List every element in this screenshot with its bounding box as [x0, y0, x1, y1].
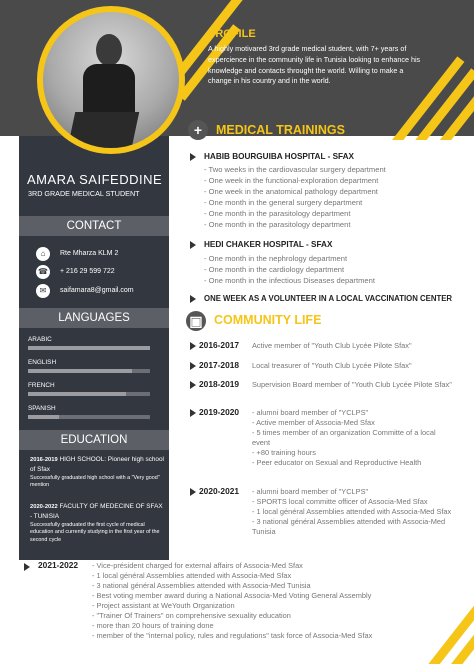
community-description: - alumni board member of "YCLPS" - Active member of Associa-Med Sfax - 5 times member of an organization Committe of a local event - +80 training hours - Peer educator on Sexual and Reproductive Health — [252, 408, 436, 467]
language-level-bar — [28, 369, 150, 373]
language-label: ENGLISH — [28, 359, 57, 366]
language-label: FRENCH — [28, 382, 55, 389]
edu-years: 2016-2019 — [30, 457, 58, 463]
training-item: - One month in the cardiology department — [204, 265, 345, 274]
community-description: - alumni board member of "YCLPS" - SPORTS local committe officer of Associa-Med Sfax - 1 local général Assemblies attended with Associa-Med Sfax - 3 national général Assemblies attended with Associa-Med Tunisia — [252, 487, 452, 536]
hospital-2-list — [204, 253, 375, 286]
volunteer-line: ONE WEEK AS A VOLUNTEER IN A LOCAL VACCINATION CENTER — [204, 294, 453, 303]
edu-detail: Successfully graduated the first cycle of medical education and currently studying in the first year of the second cycle — [30, 521, 160, 544]
phone-icon: ☎ — [36, 265, 50, 279]
contact-phone[interactable]: + 216 29 599 722 — [60, 268, 115, 275]
edu-heading: HIGH SCHOOL: Pioneer high school of Sfax — [30, 456, 164, 473]
edu-heading: FACULTY OF MEDECINE OF SFAX - TUNISIA — [30, 503, 163, 520]
education-heading: EDUCATION — [19, 430, 169, 450]
language-level-bar — [28, 392, 150, 396]
community-description: Active member of "Youth Club Lycée Pilote Sfax" — [252, 341, 412, 350]
arrow-icon — [190, 409, 196, 417]
hospital-1-name: HABIB BOURGUIBA HOSPITAL - SFAX — [204, 152, 354, 161]
community-year: 2019-2020 — [199, 407, 240, 417]
home-icon: ⌂ — [36, 247, 50, 261]
profile-photo — [43, 12, 179, 148]
community-year: 2020-2021 — [199, 486, 240, 496]
community-year: 2016-2017 — [199, 340, 240, 350]
edu-years: 2020-2022 — [30, 504, 58, 510]
arrow-icon — [190, 153, 196, 161]
training-item: - One month in the nephrology department — [204, 254, 348, 263]
arrow-icon — [190, 342, 196, 350]
education-item — [30, 502, 166, 545]
footer-stripes — [394, 604, 474, 664]
language-level-bar — [28, 346, 150, 350]
languages-heading: LANGUAGES — [19, 308, 169, 328]
arrow-icon — [190, 381, 196, 389]
community-description: - Vice-président charged for external affairs of Associa-Med Sfax - 1 local général Assemblies attended with Associa-Med Sfax - 3 national général Assemblies attended with Associa-Med Tunisia - Best voting member award during a National Associa-Med Voting General Assembly - Project assistant at WeYouth Organization - "Trainer Of Trainers" on comprehensive sexuality education - more than 20 hours of training done - member of the "internal policy, rules and regulations" task force of Associa-Med Sfax — [92, 561, 373, 640]
training-item: - One week in the functional-exploration department — [204, 176, 379, 185]
edu-detail: Successfully graduated high school with a "Very good" mention — [30, 474, 160, 489]
contact-heading: CONTACT — [19, 216, 169, 236]
arrow-icon — [24, 563, 30, 571]
hospital-1-list — [204, 164, 386, 230]
contact-address: Rte Mharza KLM 2 — [60, 250, 119, 257]
person-subtitle: 3RD GRADE MEDICAL STUDENT — [28, 189, 140, 198]
arrow-icon — [190, 295, 196, 303]
arrow-icon — [190, 362, 196, 370]
profile-title: PROFILE — [208, 28, 256, 40]
community-year: 2018-2019 — [199, 379, 240, 389]
community-title: COMMUNITY LIFE — [214, 313, 322, 327]
hospital-2-name: HEDI CHAKER HOSPITAL - SFAX — [204, 240, 333, 249]
contact-email[interactable]: saifamara8@gmail.com — [60, 287, 134, 294]
training-item: - One week in the anatomical pathology department — [204, 187, 378, 196]
plus-icon: + — [188, 120, 208, 140]
language-level-bar — [28, 415, 150, 419]
language-label: ARABIC — [28, 336, 52, 343]
training-item: - One month in the infectious Diseases department — [204, 276, 375, 285]
community-description: Local treasurer of "Youth Club Lycée Pilote Sfax" — [252, 361, 412, 370]
training-item: - Two weeks in the cardiovascular surgery department — [204, 165, 386, 174]
mail-icon: ✉ — [36, 284, 50, 298]
briefcase-icon: ▣ — [186, 311, 206, 331]
community-description: Supervision Board member of "Youth Club Lycée Pilote Sfax" — [252, 380, 452, 389]
person-name: AMARA SAIFEDDINE — [27, 172, 163, 187]
language-label: SPANISH — [28, 405, 56, 412]
medical-title: MEDICAL TRAININGS — [216, 123, 345, 137]
community-year: 2017-2018 — [199, 360, 240, 370]
arrow-icon — [190, 488, 196, 496]
profile-text: A highly motivared 3rd grade medical student, with 7+ years of expercience in the community life in Tunisia looking to enhance his knowledge and contacts throught the world. Willing to make a change in his country and in the world. — [208, 44, 421, 86]
training-item: - One month in the parasitology department — [204, 209, 351, 218]
arrow-icon — [190, 241, 196, 249]
education-item — [30, 455, 166, 490]
community-year: 2021-2022 — [38, 560, 79, 570]
training-item: - One month in the general surgery department — [204, 198, 363, 207]
training-item: - One month in the parasitology department — [204, 220, 351, 229]
